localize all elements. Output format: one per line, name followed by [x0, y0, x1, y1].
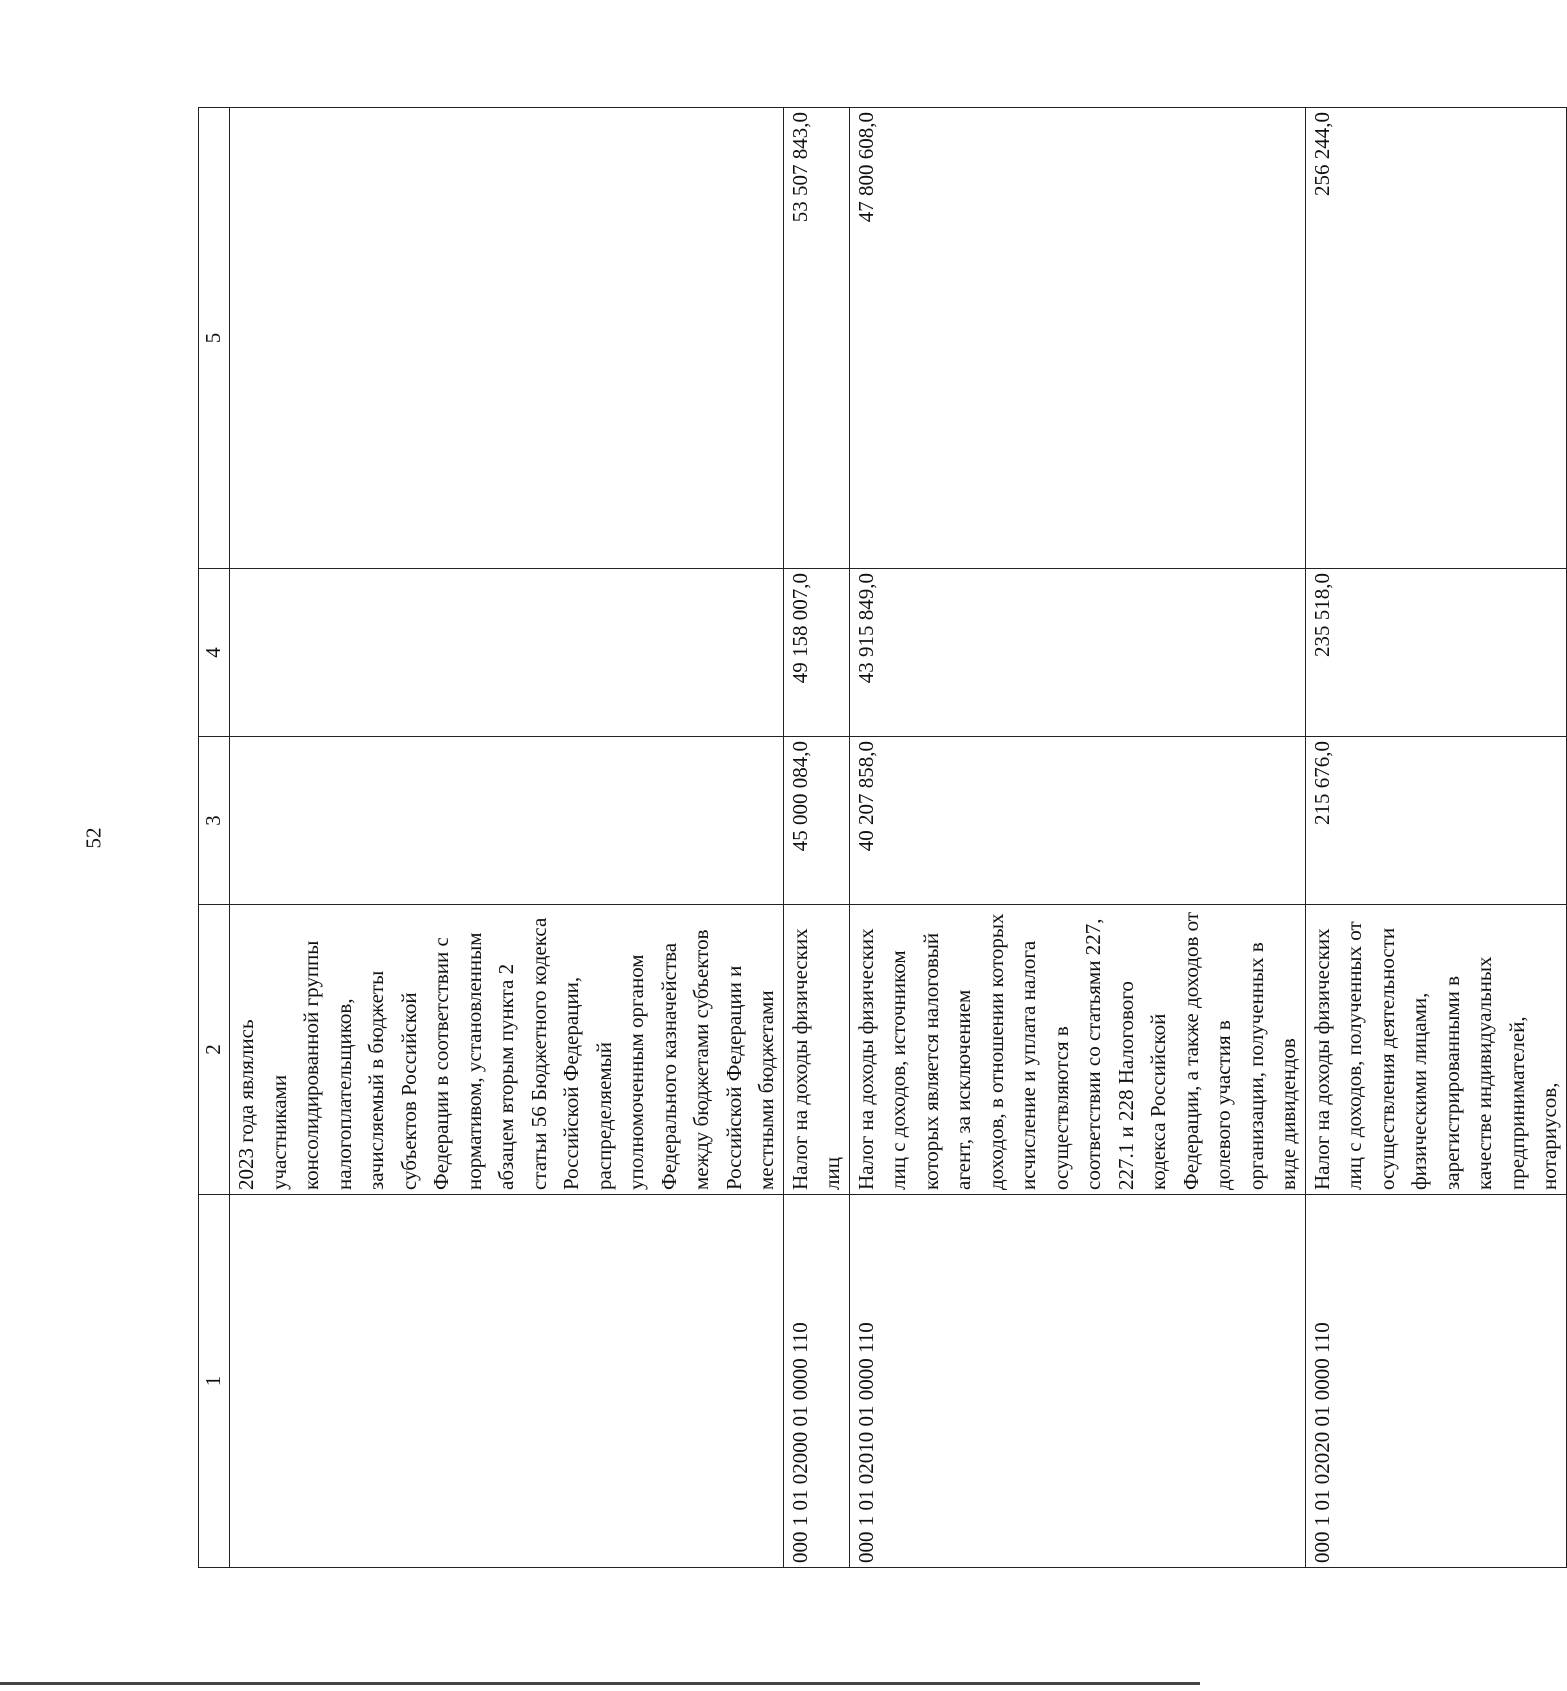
code-cell — [230, 1195, 784, 1568]
table-row — [1305, 108, 1566, 1568]
header-cell: 5 — [199, 108, 230, 569]
amount-cell — [230, 737, 784, 905]
table-row — [230, 108, 784, 1568]
table-row — [849, 108, 1305, 1568]
name-cell: Налог на доходы физических лиц с доходов, источником которых является налоговый агент, за исключением доходов, в отношении которых исчисление и уплата налога осуществляются в соответствии со статьями 227, 227.1 и 228 Налогового кодекса Российской Федерации, а также доходов от долевого участия в организации, полученных в виде дивидендов — [849, 905, 1305, 1195]
header-row — [199, 108, 230, 1568]
header-cell: 1 — [199, 1195, 230, 1568]
amount-cell: 49 158 007,0 — [783, 569, 849, 737]
name-cell: Налог на доходы физических лиц с доходов, полученных от осуществления деятельности физическими лицами, зарегистрированными в качестве индивидуальных предпринимателей, нотариусов, — [1305, 905, 1566, 1195]
header-cell: 4 — [199, 569, 230, 737]
header-cell: 3 — [199, 737, 230, 905]
amount-cell: 215 676,0 — [1305, 737, 1566, 905]
table-row — [783, 108, 849, 1568]
code-cell: 000 1 01 02020 01 0000 110 — [1305, 1195, 1566, 1568]
page-bottom-edge — [0, 1682, 1200, 1685]
budget-revenue-table — [198, 107, 1567, 1568]
code-cell: 000 1 01 02010 01 0000 110 — [849, 1195, 1305, 1568]
amount-cell: 235 518,0 — [1305, 569, 1566, 737]
name-cell: 2023 года являлись участниками консолидированной группы налогоплательщиков, зачисляемый в бюджеты субъектов Российской Федерации в соответствии с нормативом, установленным абзацем вторым пункта 2 статьи 56 Бюджетного кодекса Российской Федерации, распределяемый уполномоченным органом Федерального казначейства между бюджетами субъектов Российской Федерации и местными бюджетами — [230, 905, 784, 1195]
amount-cell: 45 000 084,0 — [783, 737, 849, 905]
code-cell: 000 1 01 02000 01 0000 110 — [783, 1195, 849, 1568]
rotated-page-content — [198, 108, 1561, 1568]
amount-cell: 43 915 849,0 — [849, 569, 1305, 737]
page-number: 52 — [81, 827, 106, 849]
name-cell: Налог на доходы физических лиц — [783, 905, 849, 1195]
amount-cell: 47 800 608,0 — [849, 108, 1305, 569]
header-cell: 2 — [199, 905, 230, 1195]
amount-cell: 40 207 858,0 — [849, 737, 1305, 905]
amount-cell — [230, 108, 784, 569]
amount-cell — [230, 569, 784, 737]
amount-cell: 256 244,0 — [1305, 108, 1566, 569]
amount-cell: 53 507 843,0 — [783, 108, 849, 569]
